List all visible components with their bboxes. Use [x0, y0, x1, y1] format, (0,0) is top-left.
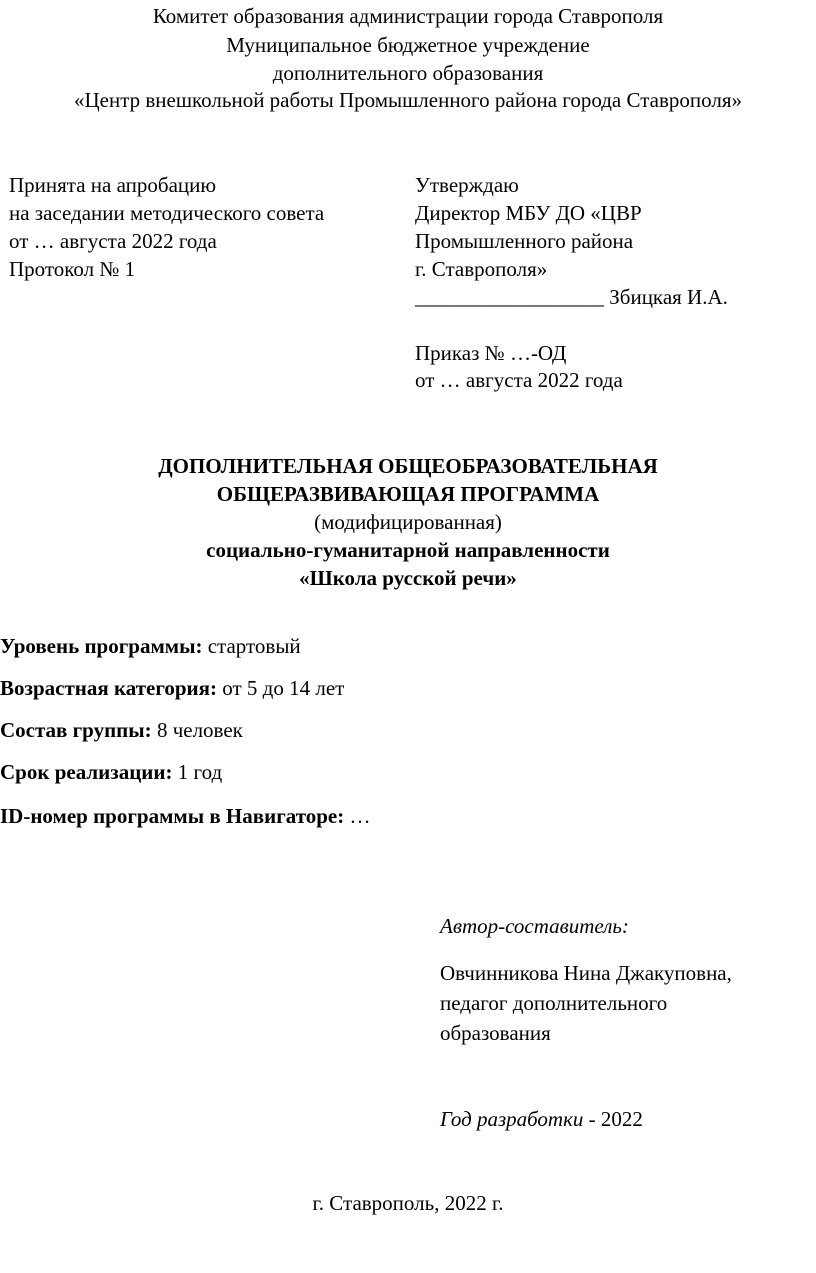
development-year-value: - 2022	[583, 1107, 643, 1131]
detail-id	[0, 806, 370, 827]
signature-block	[415, 287, 728, 308]
detail-term-label: Срок реализации:	[0, 760, 173, 784]
signature-line: __________________	[415, 285, 604, 309]
program-title-line1: ДОПОЛНИТЕЛЬНАЯ ОБЩЕОБРАЗОВАТЕЛЬНАЯ	[158, 454, 658, 478]
detail-age-label: Возрастная категория:	[0, 676, 217, 700]
order-number: Приказ № …-ОД	[415, 341, 567, 365]
district-line: Промышленного района	[415, 229, 634, 253]
header-line-institution: Муниципальное бюджетное учреждение	[226, 33, 590, 57]
author-label: Автор-составитель:	[440, 914, 629, 938]
detail-level-value: стартовый	[202, 634, 301, 658]
detail-group-value: 8 человек	[151, 718, 243, 742]
header-line-education: дополнительного образования	[272, 61, 544, 85]
city-line: г. Ставрополя»	[415, 257, 548, 281]
detail-age	[0, 678, 344, 699]
accepted-line: Принята на апробацию	[9, 173, 217, 197]
detail-group	[0, 720, 243, 741]
approve-line: Утверждаю	[415, 173, 519, 197]
detail-level	[0, 636, 301, 657]
signer-name: Збицкая И.А.	[604, 285, 728, 309]
detail-group-label: Состав группы:	[0, 718, 152, 742]
place-year: г. Ставрополь, 2022 г.	[312, 1191, 504, 1215]
author-position-line1: педагог дополнительного	[440, 991, 668, 1015]
order-date: от … августа 2022 года	[415, 368, 623, 392]
director-line: Директор МБУ ДО «ЦВР	[415, 201, 642, 225]
program-subtitle: (модифицированная)	[314, 510, 502, 534]
council-date: от … августа 2022 года	[9, 229, 217, 253]
council-line: на заседании методического совета	[9, 201, 325, 225]
detail-level-label: Уровень программы:	[0, 634, 203, 658]
detail-id-value: …	[344, 804, 371, 828]
program-title-line2: ОБЩЕРАЗВИВАЮЩАЯ ПРОГРАММА	[216, 482, 600, 506]
header-line-committee: Комитет образования администрации города Ставрополя	[152, 4, 664, 28]
author-name: Овчинникова Нина Джакуповна,	[440, 961, 732, 985]
detail-id-label: ID-номер программы в Навигаторе:	[0, 804, 345, 828]
detail-term	[0, 762, 222, 783]
development-year-label: Год разработки	[440, 1107, 584, 1131]
detail-age-value: от 5 до 14 лет	[217, 676, 345, 700]
detail-term-value: 1 год	[172, 760, 223, 784]
program-direction: социально-гуманитарной направленности	[206, 538, 610, 562]
author-position-line2: образования	[440, 1021, 551, 1045]
program-name: «Школа русской речи»	[299, 566, 517, 590]
protocol-number: Протокол № 1	[9, 257, 136, 281]
header-line-center-name: «Центр внешкольной работы Промышленного района города Ставрополя»	[73, 88, 743, 112]
development-year	[440, 1109, 643, 1130]
